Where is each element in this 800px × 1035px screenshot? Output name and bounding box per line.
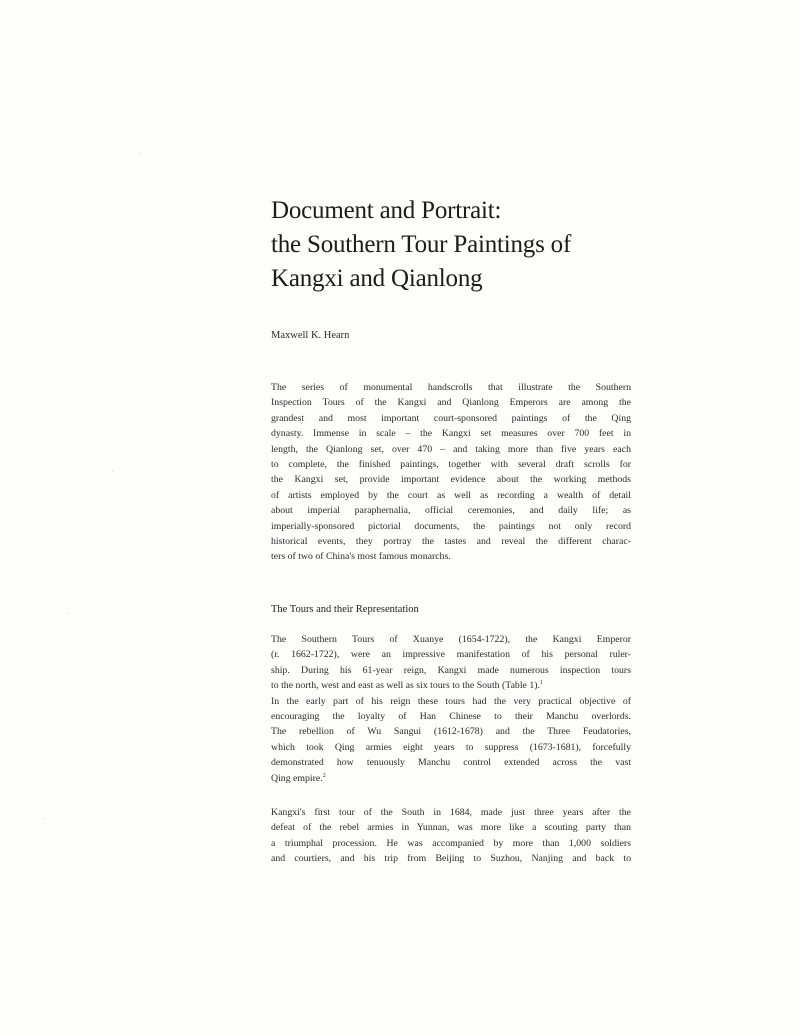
paragraph-line <box>271 678 631 693</box>
abstract-line: of artists employed by the court as well as recording a wealth of detail <box>271 489 631 501</box>
paragraph-2 <box>271 805 631 867</box>
paragraph-line: a triumphal procession. He was accompanied by more than 1,000 soldiers <box>271 837 631 849</box>
footnote-mark: 2 <box>322 772 326 779</box>
paragraph-line-text: to the north, west and east as well as six tours to the South (Table 1). <box>271 680 540 692</box>
abstract-line: The series of monumental handscrolls that illustrate the Southern <box>271 382 631 393</box>
abstract-line: ters of two of China's most famous monarchs. <box>271 551 451 563</box>
paragraph-line: ship. During his 61-year reign, Kangxi made numerous inspection tours <box>271 664 631 676</box>
paragraph-line: Kangxi's first tour of the South in 1684, made just three years after the <box>271 807 631 818</box>
title-line: Kangxi and Qianlong <box>271 265 483 292</box>
scan-speck <box>112 470 114 472</box>
paragraph-line: demonstrated how tenuously Manchu control extended across the vast <box>271 757 631 769</box>
abstract-line: about imperial paraphernalia, official ceremonies, and daily life; as <box>271 505 631 517</box>
paragraph-line: encouraging the loyalty of Han Chinese to their Manchu overlords. <box>271 711 631 723</box>
abstract-line: length, the Qianlong set, over 470 – and taking more than five years each <box>271 443 631 455</box>
abstract-line: grandest and most important court-sponsored paintings of the Qing <box>271 412 631 424</box>
paragraph-line <box>271 771 631 786</box>
section-heading: The Tours and their Representation <box>271 604 419 615</box>
article-title <box>271 194 691 296</box>
paragraph-line: (r. 1662-1722), were an impressive manifestation of his personal ruler- <box>271 649 631 661</box>
scan-speck <box>66 612 68 614</box>
abstract-line: to complete, the finished paintings, together with several draft scrolls for <box>271 459 631 471</box>
paragraph-line: The rebellion of Wu Sangui (1612-1678) and the Three Feudatories, <box>271 726 631 738</box>
paragraph-line: which took Qing armies eight years to suppress (1673-1681), forcefully <box>271 741 631 753</box>
abstract-line: Inspection Tours of the Kangxi and Qianlong Emperors are among the <box>271 397 631 409</box>
abstract-line: the Kangxi set, provide important evidence about the working methods <box>271 474 631 486</box>
abstract-line: historical events, they portray the tastes and reveal the different charac- <box>271 536 631 548</box>
title-line: the Southern Tour Paintings of <box>271 231 572 258</box>
paragraph-line: and courtiers, and his trip from Beijing to Suzhou, Nanjing and back to <box>271 853 631 865</box>
abstract-line: dynasty. Immense in scale – the Kangxi set measures over 700 feet in <box>271 428 631 440</box>
paragraph-1 <box>271 632 631 786</box>
paragraph-line: defeat of the rebel armies in Yunnan, was more like a scouting party than <box>271 822 631 834</box>
abstract-line: imperially-sponsored pictorial documents, the paintings not only record <box>271 520 631 532</box>
scan-speck <box>44 818 46 820</box>
paragraph-line: In the early part of his reign these tours had the very practical objective of <box>271 695 631 707</box>
abstract <box>271 380 631 565</box>
paragraph-line: The Southern Tours of Xuanye (1654-1722), the Kangxi Emperor <box>271 634 631 645</box>
footnote-mark: 1 <box>539 680 543 687</box>
author-name: Maxwell K. Hearn <box>271 330 350 341</box>
paragraph-line-text: Qing empire. <box>271 772 323 784</box>
title-line: Document and Portrait: <box>271 197 502 224</box>
scan-speck <box>138 152 140 154</box>
